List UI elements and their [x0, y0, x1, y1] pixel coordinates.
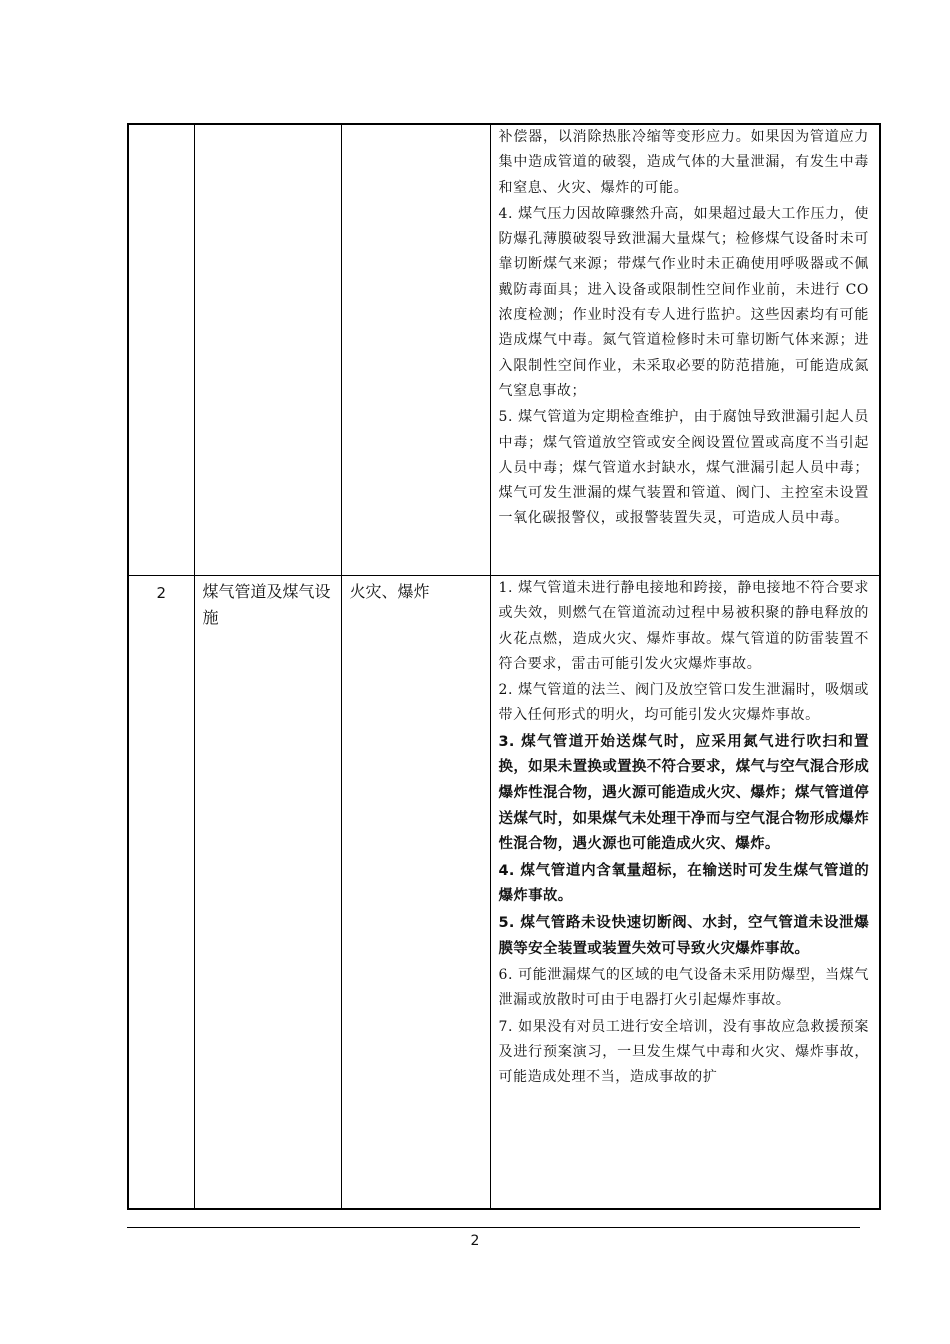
description-paragraph: 补偿器，以消除热胀冷缩等变形应力。如果因为管道应力集中造成管道的破裂，造成气体的大量泄漏，有发生中毒和窒息、火灾、爆炸的可能。	[498, 129, 869, 196]
footer-divider	[127, 1227, 860, 1228]
description-paragraph: 5. 煤气管路未设快速切断阀、水封，空气管道未设泄爆膜等安全装置或装置失效可导致火灾爆炸事故。	[498, 914, 869, 957]
description-paragraph: 1. 煤气管道未进行静电接地和跨接，静电接地不符合要求或失效，则燃气在管道流动过程中易被积聚的静电释放的火花点燃，造成火灾、爆炸事故。煤气管道的防雷装置不符合要求，雷击可能引发火灾爆炸事故。	[498, 580, 869, 672]
hazard-table	[127, 123, 881, 1210]
description-cell	[490, 576, 880, 1210]
hazard-cell: 火灾、爆炸	[341, 576, 490, 1210]
description-paragraph: 4. 煤气压力因故障骤然升高，如果超过最大工作压力，使防爆孔薄膜破裂导致泄漏大量煤气；检修煤气设备时未可靠切断煤气来源；带煤气作业时未正确使用呼吸器或不佩戴防毒面具；进入设备或限制性空间作业前，未进行 CO 浓度检测；作业时没有专人进行监护。这些因素均有可能造成煤气中毒。氮气管道检修时未可靠切断气体来源；进入限制性空间作业，未采取必要的防范措施，可能造成氮气窒息事故；	[498, 205, 869, 399]
description-paragraph: 6. 可能泄漏煤气的区域的电气设备未采用防爆型，当煤气泄漏或放散时可由于电器打火引起爆炸事故。	[498, 967, 869, 1009]
description-cell	[490, 124, 880, 576]
description-paragraph: 2. 煤气管道的法兰、阀门及放空管口发生泄漏时，吸烟或带入任何形式的明火，均可能引发火灾爆炸事故。	[498, 682, 869, 724]
facility-cell: 煤气管道及煤气设施	[194, 576, 341, 1210]
page-number: 2	[470, 1233, 480, 1249]
description-paragraph: 3. 煤气管道开始送煤气时，应采用氮气进行吹扫和置换，如果未置换或置换不符合要求，煤气与空气混合形成爆炸性混合物，遇火源可能造成火灾、爆炸；煤气管道停送煤气时，如果煤气未处理干净而与空气混合物形成爆炸性混合物，遇火源也可能造成火灾、爆炸。	[498, 733, 869, 853]
facility-cell	[194, 124, 341, 576]
row-number-cell	[128, 124, 194, 576]
table-row	[128, 576, 880, 1210]
description-paragraph: 4. 煤气管道内含氧量超标，在输送时可发生煤气管道的爆炸事故。	[498, 862, 869, 905]
table-row	[128, 124, 880, 576]
description-paragraph: 7. 如果没有对员工进行安全培训，没有事故应急救援预案及进行预案演习，一旦发生煤气中毒和火灾、爆炸事故，可能造成处理不当，造成事故的扩	[498, 1018, 869, 1086]
description-paragraph: 5. 煤气管道为定期检查维护，由于腐蚀导致泄漏引起人员中毒；煤气管道放空管或安全阀设置位置或高度不当引起人员中毒；煤气管道水封缺水，煤气泄漏引起人员中毒；煤气可发生泄漏的煤气装置和管道、阀门、主控室未设置一氧化碳报警仪，或报警装置失灵，可造成人员中毒。	[498, 409, 869, 527]
hazard-cell	[341, 124, 490, 576]
row-number-cell: 2	[128, 576, 194, 1210]
